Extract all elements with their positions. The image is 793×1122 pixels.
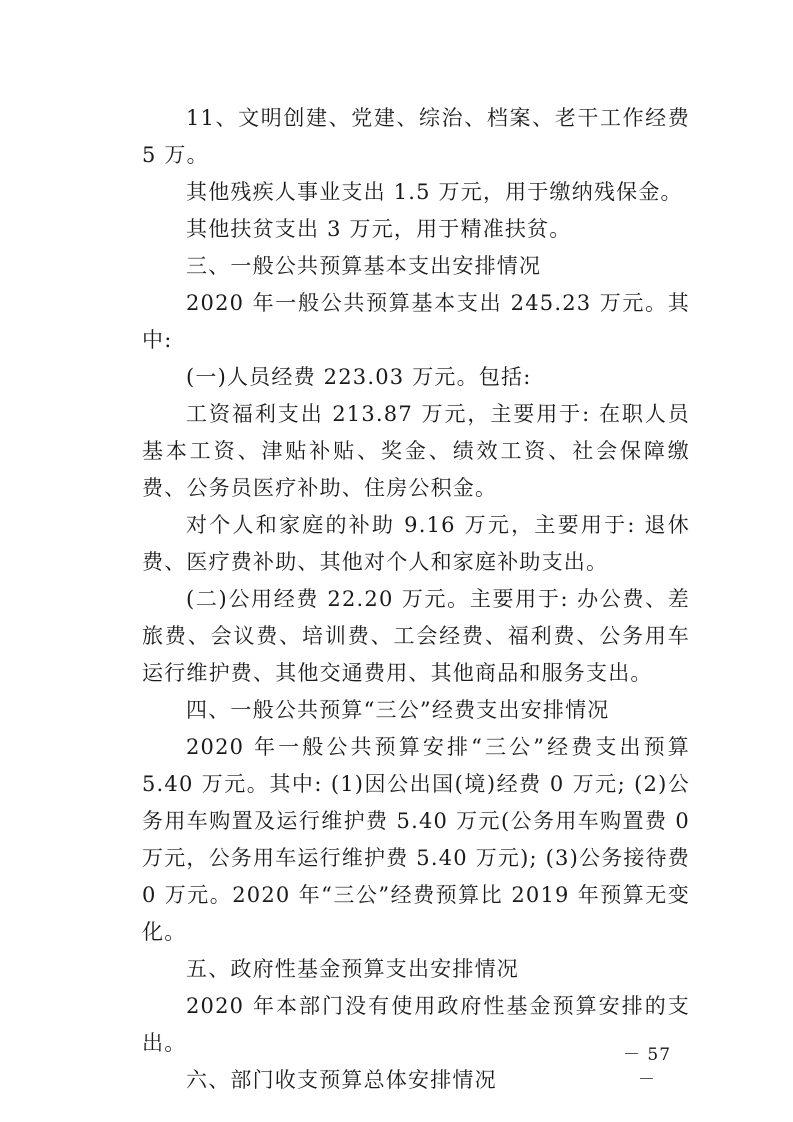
document-body	[142, 100, 690, 1099]
section-heading-basic-expenditure: 三、一般公共预算基本支出安排情况	[186, 254, 542, 278]
paragraph-government-fund: 2020 年本部门没有使用政府性基金预算安排的支出。	[142, 994, 690, 1055]
paragraph-family-subsidy: 对个人和家庭的补助 9.16 万元，主要用于: 退休费、医疗费补助、其他对个人和家庭补助支出。	[142, 513, 690, 574]
paragraph-basic-expenditure-total: 2020 年一般公共预算基本支出 245.23 万元。其中:	[142, 291, 690, 352]
paragraph-personnel-funds: (一)人员经费 223.03 万元。包括:	[186, 365, 532, 389]
paragraph-poverty-expense: 其他扶贫支出 3 万元，用于精准扶贫。	[186, 217, 572, 241]
paragraph-disability-expense: 其他残疾人事业支出 1.5 万元，用于缴纳残保金。	[186, 180, 683, 204]
section-heading-three-public: 四、一般公共预算“三公”经费支出安排情况	[186, 698, 610, 722]
page-number: － 57 －	[622, 1045, 672, 1090]
paragraph-three-public-details: 2020 年一般公共预算安排“三公”经费支出预算 5.40 万元。其中: (1)因公出国(境)经费 0 万元; (2)公务用车购置及运行维护费 5.40 万元(公务用车购置费 0 万元，公务用车运行维护费 5.40 万元); (3)公务接待费 0 万元。2020 年“三公”经费预算比 2019 年预算无变化。	[142, 735, 690, 944]
section-heading-overall-budget: 六、部门收支预算总体安排情况	[186, 1068, 497, 1092]
section-heading-government-fund: 五、政府性基金预算支出安排情况	[186, 957, 519, 981]
paragraph-item-11-funds: 11、文明创建、党建、综治、档案、老干工作经费 5 万。	[142, 106, 690, 167]
paragraph-public-funds: (二)公用经费 22.20 万元。主要用于: 办公费、差旅费、会议费、培训费、工会经费、福利费、公务用车运行维护费、其他交通费用、其他商品和服务支出。	[142, 587, 690, 685]
paragraph-wages-benefits: 工资福利支出 213.87 万元，主要用于: 在职人员基本工资、津贴补贴、奖金、绩效工资、社会保障缴费、公务员医疗补助、住房公积金。	[142, 402, 690, 500]
